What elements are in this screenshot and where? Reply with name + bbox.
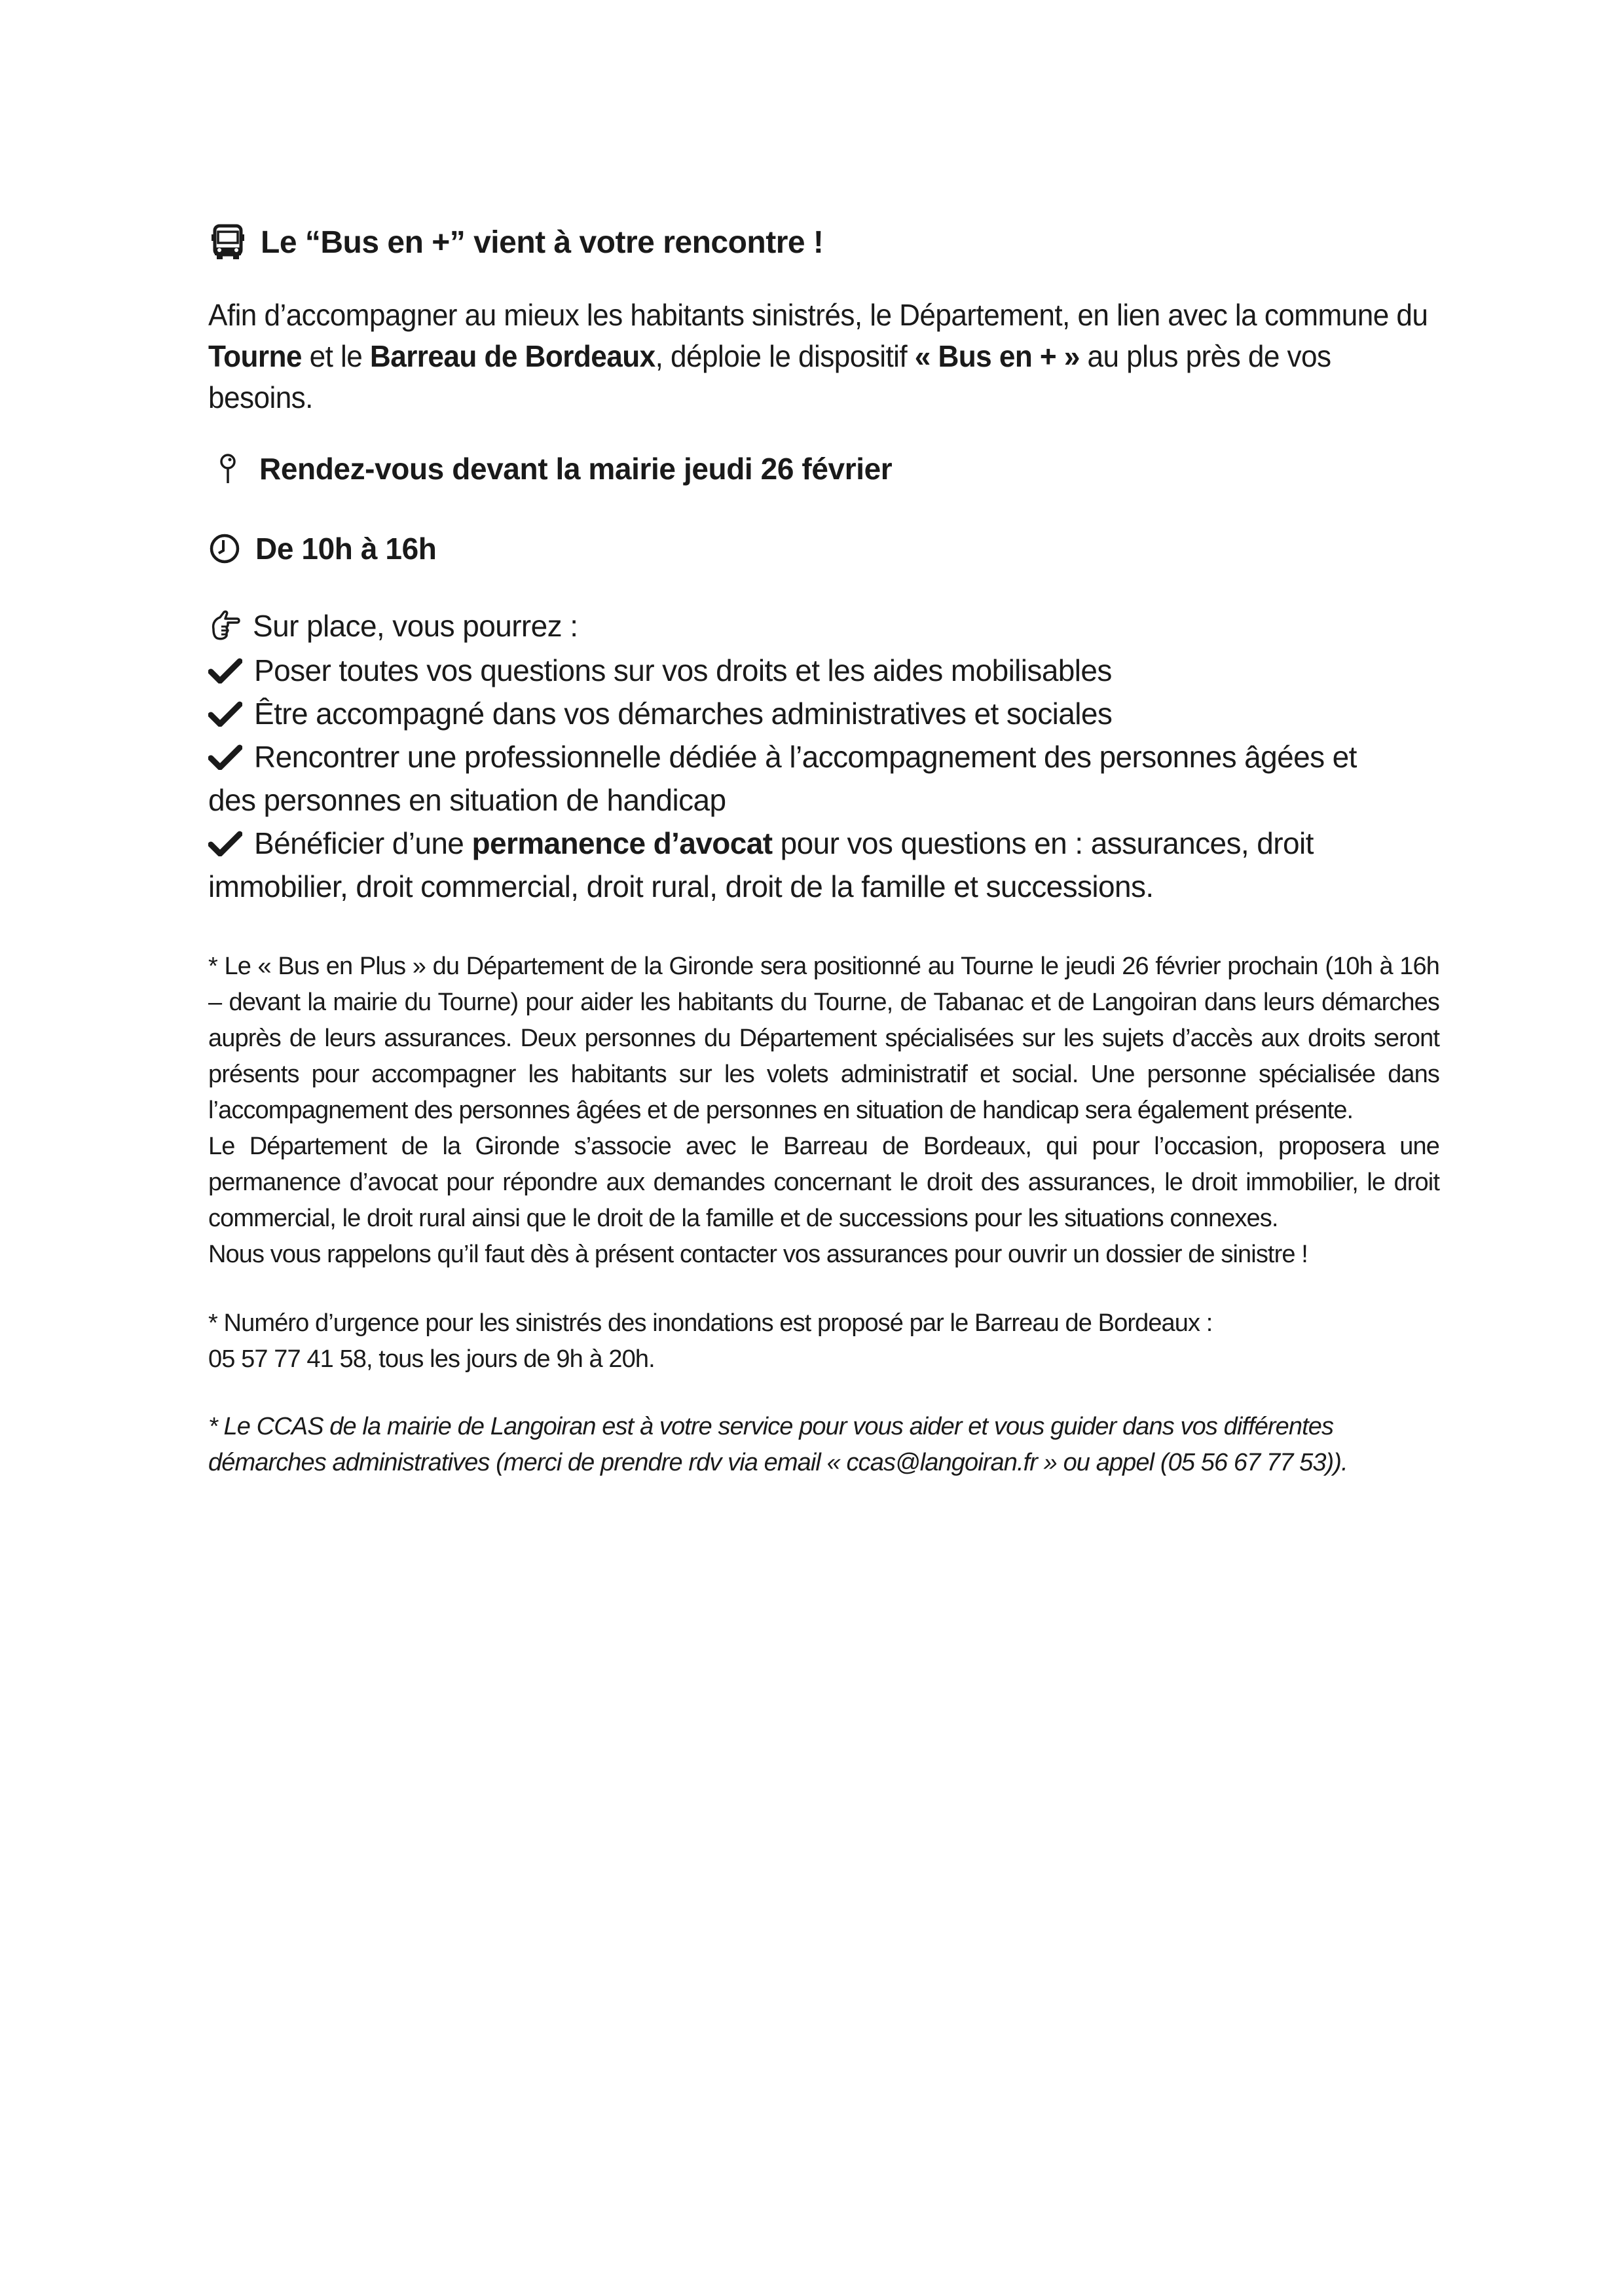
checkmark-icon (208, 657, 242, 683)
list-item: Être accompagné dans vos démarches administratives et sociales (208, 692, 1439, 735)
services-list (208, 649, 1439, 908)
checkmark-icon (208, 701, 242, 727)
dispositif-name: « Bus en + » (914, 339, 1080, 373)
page-title (208, 216, 1439, 268)
details-paragraph-2: Le Département de la Gironde s’associe avec le Barreau de Bordeaux, qui pour l’occasion, proposera une permanence d’avocat pour répondre aux demandes concernant le droit des assurances, le droit immobilier, le droit commercial, le droit rural ainsi que le droit de la famille et de successions pour les situations connexes. (208, 1133, 1439, 1232)
meeting-location: Rendez-vous devant la mairie jeudi 26 février (208, 451, 1439, 486)
list-item: Rencontrer une professionnelle dédiée à l’accompagnement des personnes âgées et des personnes en situation de handicap (208, 740, 1357, 817)
list-item: Bénéficier d’une permanence d’avocat pour vos questions en : assurances, droit immobilier, droit commercial, droit rural, droit de la famille et successions. (208, 826, 1314, 903)
barreau-name: Barreau de Bordeaux (369, 339, 655, 373)
details-paragraph-3: Nous vous rappelons qu’il faut dès à présent contacter vos assurances pour ouvrir un dossier de sinistre ! (208, 1241, 1308, 1268)
emergency-phone: 05 57 77 41 58, tous les jours de 9h à 20h. (208, 1345, 655, 1373)
checkmark-icon (208, 744, 242, 770)
details-paragraph-1: * Le « Bus en Plus » du Département de la Gironde sera positionné au Tourne le jeudi 26 février prochain (10h à 16h – devant la mairie du Tourne) pour aider les habitants du Tourne, de Tabanac et de Langoiran dans leurs démarches auprès de leurs assurances. Deux personnes du Département spécialisées sur les sujets d’accès aux droits seront présents pour accompagner les habitants sur les volets administratif et social. Une personne spécialisée dans l’accompagnement des personnes âgées et de personnes en situation de handicap sera également présente. (208, 953, 1439, 1124)
lawyer-service: permanence d’avocat (471, 826, 773, 860)
bus-icon (208, 223, 248, 262)
clock-icon (208, 532, 241, 565)
ccas-text: * Le CCAS de la mairie de Langoiran est à votre service pour vous aider et vous guider dans vos différentes démarches administratives (merci de prendre rdv via email « ccas@langoiran.fr » ou appel (05 56 67 77 53)). (208, 1413, 1348, 1476)
map-pin-icon (215, 452, 241, 485)
emergency-line-1: * Numéro d’urgence pour les sinistrés des inondations est proposé par le Barreau de Bordeaux : (208, 1309, 1213, 1337)
document-page (208, 216, 1439, 1481)
ccas-note (208, 1409, 1439, 1481)
emergency-note (208, 1305, 1439, 1377)
title-text: Le “Bus en +” vient à votre rencontre ! (261, 225, 824, 260)
list-item: Poser toutes vos questions sur vos droits et les aides mobilisables (208, 649, 1439, 692)
meeting-time: De 10h à 16h (208, 531, 1439, 566)
commune-name: Tourne (208, 339, 302, 373)
onsite-heading: Sur place, vous pourrez : (208, 608, 1439, 644)
intro-paragraph: Afin d’accompagner au mieux les habitants sinistrés, le Département, en lien avec la commune du Tourne et le Barreau de Bordeaux, déploie le dispositif « Bus en + » au plus près de vos besoins. (208, 298, 1428, 414)
pointing-hand-icon (208, 610, 241, 642)
details-note (208, 949, 1439, 1273)
checkmark-icon (208, 830, 242, 856)
